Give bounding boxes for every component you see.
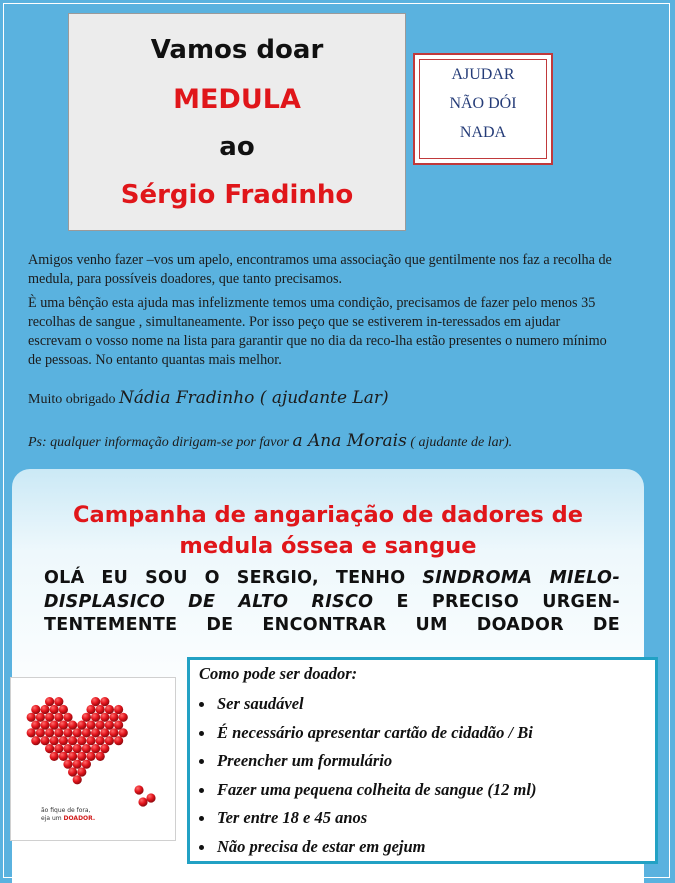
heart-bead <box>36 713 45 722</box>
heart-bead <box>105 736 114 745</box>
title-box <box>68 13 406 231</box>
heart-bead <box>73 744 82 753</box>
list-item: Ser saudável <box>190 690 536 719</box>
title-line-1: Vamos doar <box>150 35 324 65</box>
heart-bead <box>50 752 59 761</box>
heart-bead <box>86 721 95 730</box>
heart-bead <box>82 713 91 722</box>
heart-bead <box>96 736 105 745</box>
heart-bead <box>114 705 123 714</box>
heart-bead <box>91 744 100 753</box>
heart-bead <box>68 767 77 776</box>
heart-bead <box>45 728 54 737</box>
appeal-paragraph-2: È uma bênção esta ajuda mas infelizmente temos uma condição, precisamos de fazer pelo menos 35 recolhas de sangue , simultaneamente. Por isso peço que se estiverem in-teressados em ajudar escrevam o vosso nome na lista para garantir que no dia da reco-lha estão presentes o numero mínimo de pessoas. No entanto quantas mais melhor. <box>28 295 607 368</box>
heart-bead <box>45 713 54 722</box>
heart-bead <box>77 721 86 730</box>
ps-signature: a Ana Morais <box>292 431 407 451</box>
heart-bead <box>54 697 63 706</box>
intro-line-3: TENTEMENTE DE ENCONTRAR UM DOADOR DE <box>44 615 620 635</box>
campaign-intro <box>44 567 620 638</box>
title-line-3: ao <box>219 132 255 162</box>
donor-title: Como pode ser doador: <box>199 664 358 683</box>
heart-bead <box>86 736 95 745</box>
intro-line-1-emphasis: SINDROMA MIELO- <box>422 568 621 588</box>
thanks-signature: Nádia Fradinho ( ajudante Lar) <box>119 388 389 408</box>
heart-bead <box>45 744 54 753</box>
heart-caption-text: eja um <box>41 815 64 822</box>
heart-bead <box>82 728 91 737</box>
intro-line-2-text: E PRECISO URGEN- <box>373 591 620 612</box>
heart-bead <box>54 713 63 722</box>
heart-bead <box>77 767 86 776</box>
heart-bead <box>63 713 72 722</box>
heart-bead <box>86 705 95 714</box>
heart-bead <box>77 752 86 761</box>
intro-line-2 <box>44 591 620 615</box>
heart-bead <box>27 713 36 722</box>
heart-bead <box>59 752 68 761</box>
intro-line-2-emphasis: DISPLASICO DE ALTO RISCO <box>44 591 374 612</box>
heart-bead <box>59 721 68 730</box>
thanks-prefix: Muito obrigado <box>28 392 116 407</box>
heart-bead <box>68 752 77 761</box>
heart-bead <box>54 744 63 753</box>
heart-bead <box>82 760 91 769</box>
ps-line <box>28 431 512 451</box>
heart-bead <box>63 744 72 753</box>
heart-bead <box>59 705 68 714</box>
title-name: Sérgio Fradinho <box>120 180 354 210</box>
title-medula: MEDULA <box>173 84 301 115</box>
heart-bead <box>40 736 49 745</box>
heart-bead <box>91 728 100 737</box>
list-item: Fazer uma pequena colheita de sangue (12 ml) <box>190 776 536 805</box>
campaign-title-line-1: Campanha de angariação de dadores de <box>73 502 583 528</box>
heart-bead <box>100 697 109 706</box>
heart-bead <box>73 775 82 784</box>
heart-caption-line-2 <box>41 815 95 823</box>
help-box <box>413 53 553 165</box>
heart-bead <box>100 744 109 753</box>
heart-bead <box>40 705 49 714</box>
heart-bead <box>100 713 109 722</box>
appeal-text <box>28 251 614 375</box>
heart-bead <box>27 728 36 737</box>
heart-bead <box>119 713 128 722</box>
heart-bead <box>86 752 95 761</box>
heart-bead <box>63 728 72 737</box>
heart-bead <box>54 728 63 737</box>
help-line-2: NÃO DÓI <box>449 95 517 112</box>
heart-image <box>10 677 176 841</box>
heart-bead <box>105 721 114 730</box>
help-line-1: AJUDAR <box>451 66 515 83</box>
heart-bead <box>96 721 105 730</box>
heart-bead <box>91 713 100 722</box>
list-item: Ter entre 18 e 45 anos <box>190 804 536 833</box>
donor-requirements-box <box>187 657 658 864</box>
list-item: Não precisa de estar em gejum <box>190 833 536 862</box>
appeal-paragraph-1: Amigos venho fazer –vos um apelo, encontramos uma associação que gentilmente nos faz a recolha de medula, para possíveis doadores, que tanto precisamos. <box>28 252 612 287</box>
heart-bead <box>96 752 105 761</box>
heart-caption <box>41 807 95 823</box>
heart-bead <box>114 736 123 745</box>
heart-bead <box>105 705 114 714</box>
heart-bead <box>40 721 49 730</box>
heart-bead <box>45 697 54 706</box>
heart-bead <box>91 697 100 706</box>
heart-bead <box>36 728 45 737</box>
heart-bead <box>68 736 77 745</box>
heart-bead <box>50 736 59 745</box>
heart-bead <box>59 736 68 745</box>
ps-prefix: Ps: qualquer informação dirigam-se por favor <box>28 435 289 450</box>
heart-bead <box>50 721 59 730</box>
heart-bead <box>109 728 118 737</box>
list-item: Preencher um formulário <box>190 747 536 776</box>
heart-bead <box>73 760 82 769</box>
intro-line-1 <box>44 567 620 591</box>
heart-bead <box>68 721 77 730</box>
heart-bead <box>100 728 109 737</box>
donor-list <box>190 690 536 861</box>
thanks-line <box>28 388 389 408</box>
heart-bead <box>119 728 128 737</box>
heart-bead <box>77 736 86 745</box>
heart-bead <box>138 797 147 806</box>
heart-caption-emphasis: DOADOR. <box>63 815 96 822</box>
heart-bead <box>73 728 82 737</box>
ps-suffix: ( ajudante de lar). <box>410 435 513 450</box>
heart-bead <box>50 705 59 714</box>
heart-bead <box>109 713 118 722</box>
heart-bead <box>31 705 40 714</box>
heart-bead <box>134 785 143 794</box>
heart-bead <box>31 721 40 730</box>
heart-caption-line-1: ão fique de fora, <box>41 807 91 814</box>
heart-bead <box>96 705 105 714</box>
campaign-title-line-2: medula óssea e sangue <box>179 533 477 559</box>
list-item: É necessário apresentar cartão de cidadão / Bi <box>190 719 536 748</box>
campaign-title <box>12 500 644 562</box>
heart-bead <box>82 744 91 753</box>
heart-bead <box>114 721 123 730</box>
help-line-3: NADA <box>459 124 507 141</box>
heart-bead <box>63 760 72 769</box>
heart-bead <box>146 793 155 802</box>
heart-bead <box>31 736 40 745</box>
intro-line-1-text: OLÁ EU SOU O SERGIO, TENHO <box>44 568 423 588</box>
